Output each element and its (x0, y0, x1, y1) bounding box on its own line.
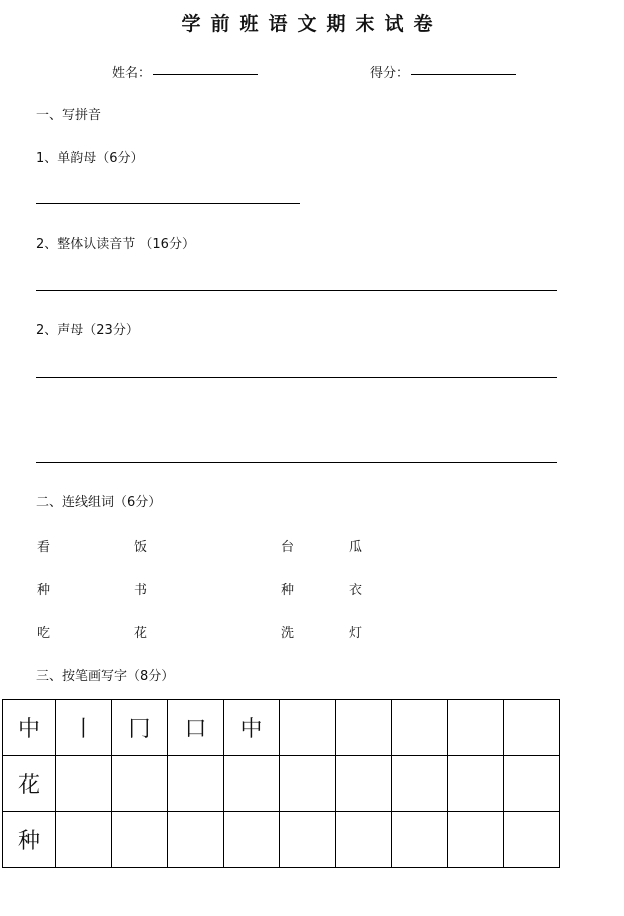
section3-heading: 三、按笔画写字（8分） (36, 669, 175, 684)
answer-line-3a[interactable] (36, 377, 557, 378)
page-title: 学前班语文期末试卷 (181, 13, 443, 35)
match-word[interactable]: 衣 (349, 583, 363, 598)
grid-cell: 丨 (56, 700, 112, 756)
grid-cell[interactable] (112, 812, 168, 868)
grid-cell[interactable] (224, 812, 280, 868)
grid-cell[interactable] (504, 756, 560, 812)
grid-cell[interactable] (448, 700, 504, 756)
question-1-label: 1、单韵母（6分） (36, 151, 144, 166)
score-label: 得分： (370, 66, 410, 81)
grid-cell[interactable] (168, 756, 224, 812)
grid-row (3, 812, 560, 868)
question-3-label: 2、声母（23分） (36, 323, 139, 338)
grid-cell[interactable] (392, 700, 448, 756)
grid-cell[interactable] (392, 756, 448, 812)
grid-cell[interactable] (280, 756, 336, 812)
match-word[interactable]: 看 (37, 540, 51, 555)
grid-cell[interactable] (224, 756, 280, 812)
grid-cell[interactable] (280, 700, 336, 756)
match-word[interactable]: 花 (134, 626, 148, 641)
answer-line-3b[interactable] (36, 462, 557, 463)
grid-cell[interactable] (448, 812, 504, 868)
match-word[interactable]: 种 (37, 583, 51, 598)
name-label: 姓名： (112, 66, 152, 81)
grid-cell: 花 (3, 756, 56, 812)
name-field[interactable] (153, 74, 258, 75)
match-word[interactable]: 台 (281, 540, 295, 555)
grid-cell: 种 (3, 812, 56, 868)
grid-cell[interactable] (392, 812, 448, 868)
grid-cell: 中 (224, 700, 280, 756)
stroke-grid (2, 699, 560, 868)
grid-cell: 中 (3, 700, 56, 756)
section2-heading: 二、连线组词（6分） (36, 495, 162, 510)
grid-cell[interactable] (504, 812, 560, 868)
grid-cell: 冂 (112, 700, 168, 756)
grid-row (3, 700, 560, 756)
section1-heading: 一、写拼音 (36, 108, 102, 123)
grid-cell[interactable] (112, 756, 168, 812)
match-word[interactable]: 饭 (134, 540, 148, 555)
grid-cell[interactable] (336, 700, 392, 756)
grid-cell[interactable] (280, 812, 336, 868)
answer-line-2[interactable] (36, 290, 557, 291)
grid-cell[interactable] (448, 756, 504, 812)
match-word[interactable]: 种 (281, 583, 295, 598)
score-field[interactable] (411, 74, 516, 75)
answer-line-1[interactable] (36, 203, 300, 204)
grid-cell[interactable] (56, 756, 112, 812)
match-word[interactable]: 书 (134, 583, 148, 598)
question-2-label: 2、整体认读音节 （16分） (36, 237, 195, 252)
grid-cell[interactable] (336, 812, 392, 868)
grid-cell[interactable] (168, 812, 224, 868)
match-word[interactable]: 瓜 (349, 540, 363, 555)
match-word[interactable]: 吃 (37, 626, 51, 641)
grid-row (3, 756, 560, 812)
grid-cell[interactable] (504, 700, 560, 756)
grid-cell: 口 (168, 700, 224, 756)
match-word[interactable]: 灯 (349, 626, 363, 641)
grid-cell[interactable] (336, 756, 392, 812)
grid-cell[interactable] (56, 812, 112, 868)
match-word[interactable]: 洗 (281, 626, 295, 641)
